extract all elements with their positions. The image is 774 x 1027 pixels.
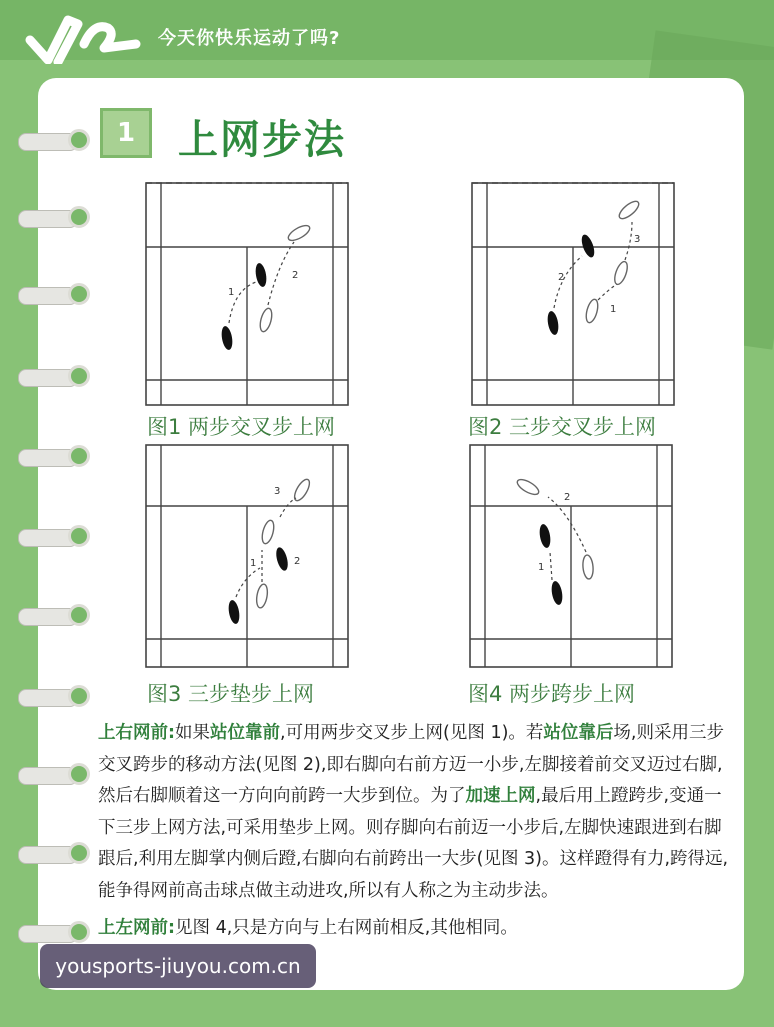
highlight: 站位靠后: [543, 723, 614, 743]
step-label: 2: [292, 270, 299, 281]
figure-1-caption: 图1 两步交叉步上网: [147, 415, 336, 439]
checkmark-logo-icon: [24, 14, 144, 64]
paragraph-left-net: 上左网前:见图 4,只是方向与上右网前相反,其他相同。: [98, 918, 518, 938]
section-title: 上网步法: [178, 117, 346, 163]
step-label: 1: [538, 562, 545, 573]
binding-ring: [18, 764, 76, 786]
highlight: 站位靠前: [210, 723, 280, 743]
highlight: 加速上网: [465, 786, 536, 806]
binding-ring: [18, 130, 76, 152]
binding-ring: [18, 686, 76, 708]
binding-ring: [18, 284, 76, 306]
step-label: 1: [610, 304, 617, 315]
step-label: 2: [558, 272, 565, 283]
binding-ring: [18, 366, 76, 388]
step-label: 3: [274, 486, 281, 497]
binding-ring: [18, 526, 76, 548]
paragraph-right-net: 上右网前:如果站位靠前,可用两步交叉步上网(见图 1)。若站位靠后场,则采用三步交叉跨步的移动方法(见图 2),即右脚向右前方迈一小步,左脚接着前交叉迈过右脚,然后右脚顺着这一方向向前跨一大步到位。为了加速上网,最后用上蹬跨步,变通一下三步上网方法,可采用垫步上网。则存脚向右前迈一小步后,左脚快速跟进到右脚跟后,利用左脚掌内侧后蹬,右脚向右前跨出一大步(见图 3)。这样蹬得有力,跨得远,能争得网前高击球点做主动进攻,所以有人称之为主动步法。: [98, 723, 729, 901]
figure-3-diagram: [144, 442, 350, 670]
step-label: 3: [634, 234, 641, 245]
step-label: 1: [250, 558, 257, 569]
binding-ring: [18, 605, 76, 627]
binding-ring: [18, 207, 76, 229]
figure-4-caption: 图4 两步跨步上网: [468, 682, 636, 706]
header-title: 今天你快乐运动了吗?: [158, 28, 341, 49]
binding-ring: [18, 446, 76, 468]
figure-3-caption: 图3 三步垫步上网: [147, 682, 315, 706]
figure-1-diagram: [144, 180, 350, 408]
figure-2-diagram: [470, 180, 676, 408]
body-text: [98, 718, 738, 945]
step-label: 2: [564, 492, 571, 503]
step-label: 2: [294, 556, 301, 567]
binding-ring: [18, 922, 76, 944]
binding-ring: [18, 843, 76, 865]
watermark: yousports-jiuyou.com.cn: [40, 944, 316, 988]
figure-4-diagram: [468, 442, 674, 670]
step-label: 1: [228, 287, 235, 298]
lead-label: 上左网前:: [98, 918, 175, 938]
figure-2-caption: 图2 三步交叉步上网: [468, 415, 657, 439]
section-number-badge: 1: [100, 108, 152, 158]
lead-label: 上右网前:: [98, 723, 175, 743]
